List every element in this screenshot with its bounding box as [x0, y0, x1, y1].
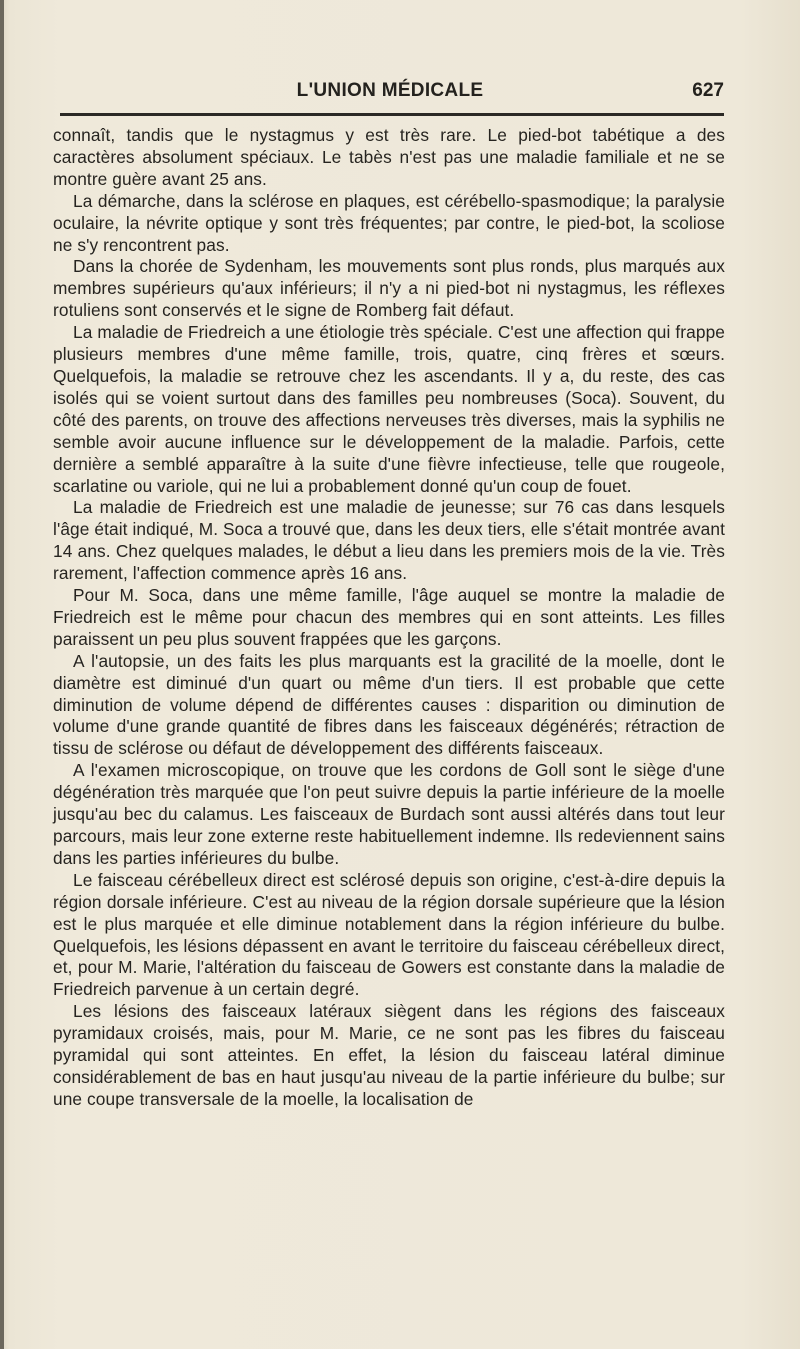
- paragraph: La maladie de Friedreich est une maladie de jeunesse; sur 76 cas dans lesquels l'âge était indiqué, M. Soca a trouvé que, dans les deux tiers, elle s'était montrée avant 14 ans. Chez quelques malades, le début a lieu dans les premiers mois de la vie. Très rarement, l'affection commence après 16 ans.: [53, 497, 725, 584]
- page-header: [56, 78, 724, 108]
- paragraph: Pour M. Soca, dans une même famille, l'âge auquel se montre la maladie de Friedreich est le même pour chacun des membres qui en sont atteints. Les filles paraissent un peu plus souvent frappées que les garçons.: [53, 585, 725, 649]
- paragraph: Dans la chorée de Sydenham, les mouvements sont plus ronds, plus marqués aux membres supérieurs qu'aux inférieurs; il n'y a ni pied-bot ni nystagmus, les réflexes rotuliens sont conservés et le signe de Romberg fait défaut.: [53, 256, 725, 321]
- paragraph: A l'examen microscopique, on trouve que les cordons de Goll sont le siège d'une dégénération très marquée que l'on peut suivre depuis la partie inférieure de la moelle jusqu'au bec du calamus. Les faisceaux de Burdach sont aussi altérés dans tout leur parcours, mais leur zone externe reste habituellement indemne. Ils redeviennent sains dans les parties inférieures du bulbe.: [53, 760, 725, 868]
- body-text: [53, 125, 725, 1111]
- header-rule: [60, 113, 724, 116]
- paragraph: Le faisceau cérébelleux direct est sclérosé depuis son origine, c'est-à-dire depuis la région dorsale inférieure. C'est au niveau de la région dorsale supérieure que la lésion est le plus marquée et elle diminue notablement dans la région inférieure du bulbe. Quelquefois, les lésions dépassent en avant le territoire du faisceau cérébelleux direct, et, pour M. Marie, l'altération du faisceau de Gowers est constante dans la maladie de Friedreich parvenue à un certain degré.: [53, 869, 725, 1000]
- paragraph: La démarche, dans la sclérose en plaques, est cérébello-spasmodique; la paralysie oculaire, la névrite optique y sont très fréquentes; par contre, le pied-bot, la scoliose ne s'y rencontrent pas.: [53, 190, 725, 255]
- page-number: 627: [692, 80, 724, 101]
- paragraph: Les lésions des faisceaux latéraux siègent dans les régions des faisceaux pyramidaux croisés, mais, pour M. Marie, ce ne sont pas les fibres du faisceau pyramidal qui sont atteintes. En effet, la lésion du faisceau latéral diminue considérablement de bas en haut jusqu'au niveau de la partie inférieure du bulbe; sur une coupe transversale de la moelle, la localisation de: [53, 1001, 725, 1109]
- running-title: L'UNION MÉDICALE: [296, 80, 484, 101]
- page-edge-shadow: [0, 0, 4, 1349]
- paragraph: connaît, tandis que le nystagmus y est très rare. Le pied-bot tabétique a des caractères absolument spéciaux. Le tabès n'est pas une maladie familiale et ne se montre guère avant 25 ans.: [53, 125, 725, 189]
- paragraph: La maladie de Friedreich a une étiologie très spéciale. C'est une affection qui frappe plusieurs membres d'une même famille, trois, quatre, cinq frères et sœurs. Quelquefois, la maladie se retrouve chez les ascendants. Il y a, du reste, des cas isolés qui se voient surtout dans des familles peu nombreuses (Soca). Souvent, du côté des parents, on trouve des affections nerveuses très diverses, mais la syphilis ne semble avoir aucune influence sur le développement de la maladie. Parfois, cette dernière a semblé apparaître à la suite d'une fièvre infectieuse, telle que rougeole, scarlatine ou variole, qui ne lui a probablement donné qu'un coup de fouet.: [53, 322, 725, 496]
- paragraph: A l'autopsie, un des faits les plus marquants est la gracilité de la moelle, dont le diamètre est diminué d'un quart ou même d'un tiers. Il est probable que cette diminution de volume dépend de différentes causes : disparition ou diminution de volume d'une grande quantité de fibres dans les faisceaux dégénérés; rétraction de tissu de sclérose ou défaut de développement des différents faisceaux.: [53, 650, 725, 759]
